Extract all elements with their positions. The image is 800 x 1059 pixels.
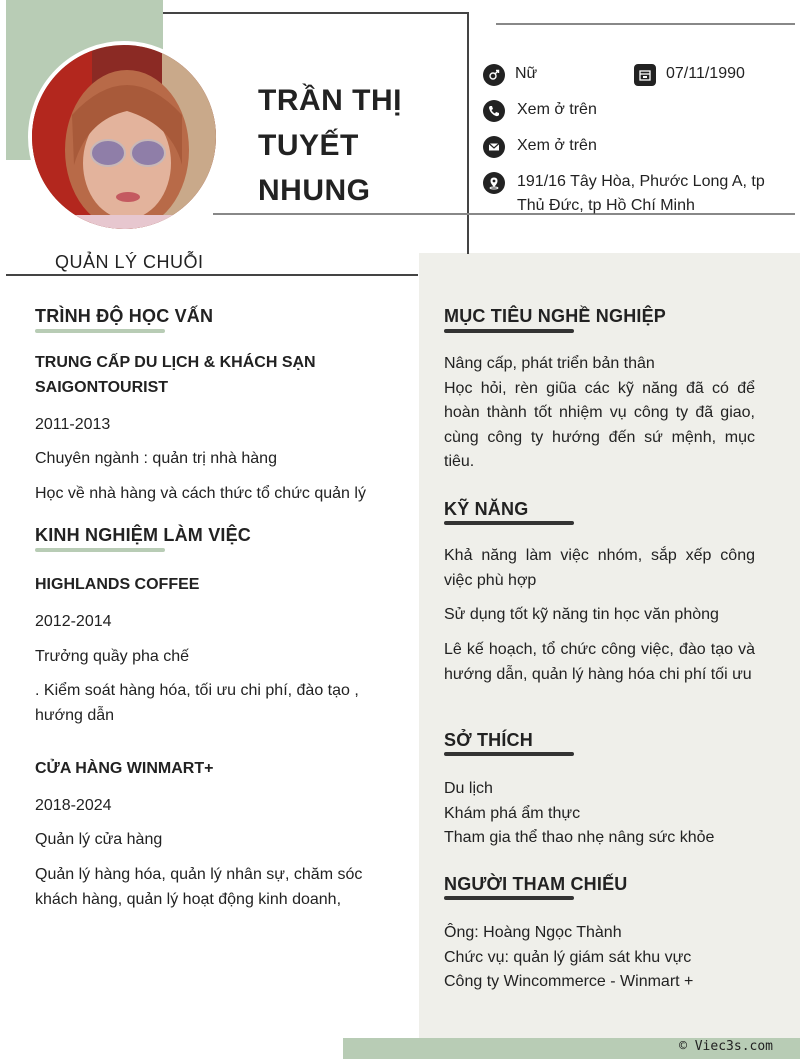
profile-photo	[28, 41, 220, 233]
address	[517, 170, 787, 218]
job-1-company: HIGHLANDS COFFEE	[35, 576, 200, 593]
header-bottom-line	[6, 274, 418, 276]
school-line-2: SAIGONTOURIST	[35, 378, 169, 396]
job-2-desc-line-1: Quản lý hàng hóa, quản lý nhân sự, chăm sóc	[35, 866, 363, 883]
skill-item: Khả năng làm việc nhóm, sắp xếp công việc phù hợp	[444, 547, 755, 589]
experience-title: KINH NGHIỆM LÀM VIỆC	[35, 525, 252, 545]
hobbies-underline	[444, 752, 574, 756]
education-title: TRÌNH ĐỘ HỌC VẤN	[35, 306, 214, 326]
header-top-line	[163, 12, 468, 14]
email-icon	[483, 136, 505, 158]
objective-text	[444, 352, 755, 475]
job-1-desc-line-2: hướng dẫn	[35, 706, 115, 724]
job-2-desc	[35, 863, 405, 912]
objective-title: MỤC TIÊU NGHỀ NGHIỆP	[444, 306, 667, 326]
job-2-company: CỬA HÀNG WINMART+	[35, 760, 214, 777]
phone-value: Xem ở trên	[517, 101, 597, 118]
education-major: Chuyên ngành : quản trị nhà hàng	[35, 450, 277, 467]
reference-position: Chức vụ: quản lý giám sát khu vực	[444, 948, 692, 966]
name-line-1: TRẦN THỊ	[258, 84, 402, 117]
job-2-years: 2018-2024	[35, 797, 112, 814]
gender-value: Nữ	[515, 65, 538, 82]
calendar-icon	[634, 64, 656, 86]
hobby-item: Tham gia thể thao nhẹ nâng sức khỏe	[444, 829, 715, 846]
education-desc: Học về nhà hàng và cách thức tổ chức quản lý	[35, 485, 366, 502]
objective-line-2: Học hỏi, rèn giũa các kỹ năng đã có để hoàn thành tốt nhiệm vụ công ty đã giao, cùng công ty hướng đến sứ mệnh, mục tiêu.	[444, 379, 755, 470]
location-icon	[483, 172, 505, 194]
skill-item: Sử dụng tốt kỹ năng tin học văn phòng	[444, 606, 719, 623]
job-2-position: Quản lý cửa hàng	[35, 831, 163, 848]
education-years: 2011-2013	[35, 416, 111, 433]
gender-icon	[483, 64, 505, 86]
contact-top-line	[496, 23, 795, 25]
address-line-1: 191/16 Tây Hòa, Phước Long A, tp	[517, 173, 765, 190]
reference-company: Công ty Wincommerce - Winmart +	[444, 973, 694, 990]
phone-icon	[483, 100, 505, 122]
hobbies-list	[444, 777, 774, 851]
job-title: QUẢN LÝ CHUỖI	[55, 252, 204, 272]
objective-underline	[444, 329, 574, 333]
education-school	[35, 351, 405, 400]
reference-underline	[444, 896, 574, 900]
reference-name: Ông: Hoàng Ngọc Thành	[444, 924, 622, 941]
job-1-years: 2012-2014	[35, 613, 112, 630]
hobby-item: Du lịch	[444, 780, 493, 797]
name-line-3: NHUNG	[258, 174, 371, 207]
email-value: Xem ở trên	[517, 137, 597, 154]
copyright-text: © Viec3s.com	[679, 1039, 773, 1054]
job-1-desc	[35, 679, 405, 728]
full-name	[258, 78, 458, 213]
school-line-1: TRUNG CẤP DU LỊCH & KHÁCH SẠN	[35, 354, 316, 371]
hobby-item: Khám phá ẩm thực	[444, 804, 581, 822]
experience-underline	[35, 548, 165, 552]
job-1-desc-line-1: . Kiểm soát hàng hóa, tối ưu chi phí, đào tạo ,	[35, 682, 359, 699]
skill-item: Lê kế hoạch, tổ chức công việc, đào tạo và hướng dẫn, quản lý hàng hóa chi phí tối ưu	[444, 641, 755, 683]
skills-underline	[444, 521, 574, 525]
header-vertical-line	[467, 12, 469, 254]
birthday-value: 07/11/1990	[666, 65, 745, 82]
reference-details	[444, 921, 774, 995]
objective-line-1: Nâng cấp, phát triển bản thân	[444, 355, 655, 372]
job-1-position: Trưởng quầy pha chế	[35, 648, 190, 665]
education-underline	[35, 329, 165, 333]
portrait-illustration	[32, 45, 216, 229]
name-line-2: TUYẾT	[258, 129, 359, 162]
hobbies-title: SỞ THÍCH	[444, 730, 533, 750]
reference-title: NGƯỜI THAM CHIẾU	[444, 874, 628, 894]
address-line-2: Thủ Đức, tp Hồ Chí Minh	[517, 197, 695, 214]
skills-title: KỸ NĂNG	[444, 499, 529, 519]
job-2-desc-line-2: khách hàng, quản lý hoạt động kinh doanh,	[35, 890, 342, 908]
